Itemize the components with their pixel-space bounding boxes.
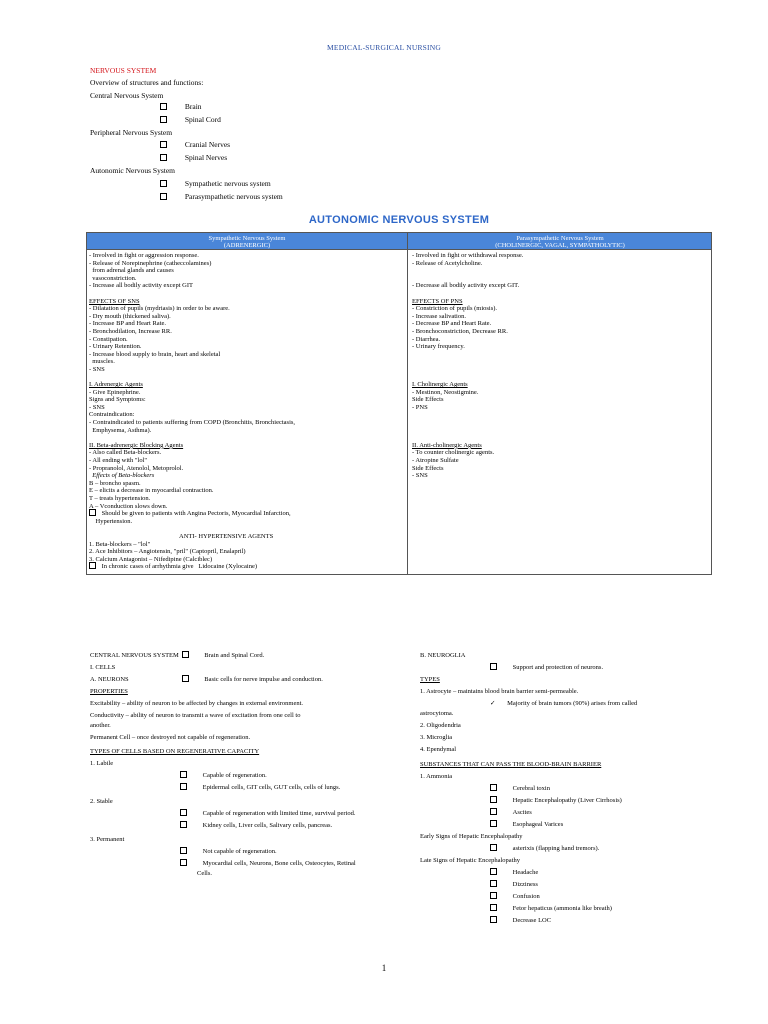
table-line — [89, 374, 405, 382]
table-line — [412, 290, 710, 298]
late-signs-heading: Late Signs of Hepatic Encephalopathy — [420, 857, 520, 864]
table-line: - Release of Norepinephrine (catheccolamines) — [89, 259, 212, 267]
checkbox-icon — [490, 784, 497, 791]
table-line — [412, 419, 710, 427]
table-line: - Contraindicated to patients suffering from COPD (Bronchitis, Bronchiectasis, — [89, 419, 296, 427]
group-item: Parasympathetic nervous system — [160, 192, 283, 202]
table-line: vasoconstriction. — [89, 274, 137, 282]
table-line — [412, 358, 710, 366]
checkbox-icon — [180, 771, 187, 778]
table-line: B – broncho spasm. — [89, 479, 141, 487]
table-line: - Also called Beta-blockers. — [89, 449, 162, 457]
table-line — [89, 290, 405, 298]
header-cell-sympathetic: Sympathetic Nervous System (ADRENERGIC) — [208, 235, 286, 249]
table-line — [412, 427, 710, 435]
checkbox-icon — [490, 796, 497, 803]
table-line — [412, 351, 710, 359]
table-line: - Increase blood supply to brain, heart and skeletal — [89, 350, 221, 358]
cns-left-column — [90, 652, 390, 880]
table-line: - To counter cholinergic agents. — [412, 449, 495, 457]
ans-table — [86, 232, 712, 575]
table-line: Contraindication: — [89, 411, 135, 419]
parasympathetic-column — [412, 252, 710, 480]
astrocyte-text: 1. Astrocyte – maintains blood brain barrier semi-permeable. — [420, 688, 579, 695]
table-line: E – elicits a decrease in myocardial contraction. — [89, 487, 214, 495]
checkbox-icon — [182, 651, 189, 658]
list-item: Dizziness — [420, 881, 720, 893]
table-line: - Increase all bodily activity except GIT — [89, 282, 193, 290]
check-icon: ✓ — [490, 700, 496, 707]
neurons-row: A. NEURONS Basic cells for nerve impulse and conduction. — [90, 676, 323, 683]
table-line: - SNS — [412, 472, 428, 480]
table-line: muscles. — [89, 358, 115, 366]
table-line: - Give Epinephrine. — [89, 388, 141, 396]
table-line: - Involved in fight or withdrawal response. — [412, 252, 524, 259]
list-item: Epidermal cells, GIT cells, GUT cells, cells of lungs. — [90, 784, 390, 798]
early-signs-heading: Early Signs of Hepatic Encephalopathy — [420, 833, 523, 840]
list-item: Headache — [420, 869, 720, 881]
checkbox-icon — [89, 562, 96, 569]
table-line: 3. Calcium Antagonist – Nifedipine (Calciblec) — [89, 555, 213, 563]
substances-heading: SUBSTANCES THAT CAN PASS THE BLOOD-BRAIN BARRIER — [420, 761, 602, 768]
checkbox-icon — [180, 809, 187, 816]
table-line: - Increase BP and Heart Rate. — [89, 320, 167, 328]
table-line: - Propranolol, Atenolol, Metoprolol. — [89, 464, 184, 472]
table-line: - Constipation. — [89, 335, 128, 343]
checkbox-icon — [490, 844, 497, 851]
table-line: from adrenal glands and causes — [89, 267, 174, 275]
table-line: T – treats hypertension. — [89, 495, 151, 502]
overview-text: Overview of structures and functions: — [90, 78, 204, 87]
group-label-pns: Peripheral Nervous System — [90, 128, 173, 137]
checkbox-icon — [490, 916, 497, 923]
list-item: Ascites — [420, 809, 720, 821]
table-line — [412, 434, 710, 442]
group-label-cns: Central Nervous System — [90, 91, 164, 100]
table-line: I. Adrenergic Agents — [89, 381, 143, 389]
table-line: 1. Beta-blockers – "lol" — [89, 540, 151, 548]
checkbox-icon — [490, 820, 497, 827]
checkbox-icon — [160, 116, 167, 123]
group-label-ans: Autonomic Nervous System — [90, 166, 175, 175]
table-line — [412, 411, 710, 419]
list-item: Capable of regeneration with limited time, survival period. — [90, 810, 390, 822]
table-line: - Dilatation of pupils (mydriasis) in order to be aware. — [89, 305, 230, 313]
table-line — [89, 525, 405, 533]
permanent-heading: 3. Permanent — [90, 836, 125, 843]
table-line: - Urinary Retention. — [89, 343, 142, 351]
table-line: Emphysema, Asthma). — [89, 426, 152, 434]
checkbox-icon — [180, 859, 187, 866]
conductivity-text: another. — [90, 722, 111, 729]
properties-heading: PROPERTIES — [90, 688, 128, 695]
table-line: - Diarrhea. — [412, 335, 441, 343]
list-item: Esophageal Varices — [420, 821, 720, 833]
list-item: Kidney cells, Liver cells, Salivary cells, pancreas. — [90, 822, 390, 836]
list-item: Not capable of regeneration. — [90, 848, 390, 860]
list-item-continued: Cells. — [197, 870, 212, 877]
checkbox-icon — [490, 892, 497, 899]
checkbox-icon — [160, 154, 167, 161]
checkbox-icon — [490, 808, 497, 815]
column-divider — [407, 233, 408, 574]
list-item: Fetor hepaticus (ammonia like breath) — [420, 905, 720, 917]
table-line: - Decrease BP and Heart Rate. — [412, 320, 492, 328]
table-line: In chronic cases of arrhythmia give Lidocaine (Xylocaine) — [89, 563, 405, 571]
table-line: A – Vconduction slows down. — [89, 502, 168, 510]
checkbox-icon — [490, 880, 497, 887]
table-line: - Involved in fight or aggression response. — [89, 252, 199, 259]
table-line: Side Effects — [412, 396, 444, 404]
table-line: 2. Ace Inhibitors – Angiotensin, "pril" (Captopril, Enalapril) — [89, 548, 246, 556]
list-item: Capable of regeneration. — [90, 772, 390, 784]
checkbox-icon — [180, 821, 187, 828]
checkbox-icon — [160, 141, 167, 148]
page-number: 1 — [381, 963, 387, 973]
table-line: I. Cholinergic Agents — [412, 381, 468, 389]
ependymal-text: 4. Ependymal — [420, 746, 457, 753]
neuroglia-heading: B. NEUROGLIA — [420, 652, 466, 659]
list-item: Confusion — [420, 893, 720, 905]
table-line: - SNS — [89, 365, 105, 373]
check-item: ✓ Majority of brain tumors (90%) arises from called — [490, 700, 638, 707]
table-line — [412, 374, 710, 382]
checkbox-icon — [490, 868, 497, 875]
table-line: Effects of Beta-blockers — [89, 472, 155, 480]
checkbox-icon — [180, 783, 187, 790]
table-line: - SNS — [89, 403, 105, 411]
checkbox-icon — [490, 904, 497, 911]
cells-heading: I. CELLS — [90, 664, 116, 671]
table-line: - Dry mouth (thickened saliva). — [89, 312, 171, 320]
table-line — [412, 366, 710, 374]
sympathetic-column — [89, 252, 405, 571]
section-title: NERVOUS SYSTEM — [90, 66, 157, 75]
checkbox-icon — [89, 509, 96, 516]
list-item: Support and protection of neurons. — [420, 664, 720, 676]
ans-table-header — [87, 233, 711, 250]
cns-title-row: CENTRAL NERVOUS SYSTEM Brain and Spinal Cord. — [90, 652, 265, 659]
table-line: II. Beta-adrenergic Blocking Agents — [89, 441, 184, 449]
document-header: MEDICAL-SURGICAL NURSING — [327, 43, 441, 52]
labile-heading: 1. Labile — [90, 760, 114, 767]
table-line: - Mestinon, Neostigmine. — [412, 388, 479, 396]
table-line: ANTI- HYPERTENSIVE AGENTS — [179, 532, 274, 540]
group-item: Brain — [160, 102, 202, 112]
table-line: - Atropine Sulfate — [412, 457, 459, 465]
oligo-text: 2. Oligodendria — [420, 722, 461, 729]
ammonia-heading: 1. Ammonia — [420, 773, 453, 780]
table-line: - PNS — [412, 403, 428, 411]
table-line — [412, 275, 710, 283]
group-item: Spinal Cord — [160, 115, 221, 125]
microglia-text: 3. Microglia — [420, 734, 453, 741]
types-heading: TYPES — [420, 676, 440, 683]
list-item: Myocardial cells, Neurons, Bone cells, Osteocytes, Retinal — [90, 860, 390, 870]
list-item: Cerebral toxin — [420, 785, 720, 797]
table-line: - Decrease all bodily activity except GIT. — [412, 282, 520, 290]
check-item-continued: astrocytoma. — [420, 710, 454, 717]
checkbox-icon — [160, 193, 167, 200]
cns-right-column — [420, 652, 720, 929]
header-cell-parasympathetic: Parasympathetic Nervous System (CHOLINERGIC, VAGAL, SYMPATHOLYTIC) — [495, 235, 625, 249]
conductivity-text: Conductivity – ability of neuron to transmit a wave of excitation from one cell to — [90, 712, 301, 719]
permanent-text: Permanent Cell – once destroyed not capable of regeneration. — [90, 734, 251, 741]
table-line — [89, 434, 405, 442]
table-line — [412, 267, 710, 275]
table-line: - Bronchodilation, Increase RR. — [89, 327, 172, 335]
table-line: - Constriction of pupils (miosis). — [412, 305, 498, 313]
table-line: - Bronchoconstriction, Decrease RR. — [412, 327, 508, 335]
list-item: Hepatic Encephalopathy (Liver Cirrhosis) — [420, 797, 720, 809]
table-line: EFFECTS OF PNS — [412, 297, 463, 305]
checkbox-icon — [490, 663, 497, 670]
group-item: Cranial Nerves — [160, 140, 230, 150]
list-item: asterixis (flapping hand tremors). — [420, 845, 720, 857]
excitability-text: Excitability – ability of neuron to be affected by changes in external environment. — [90, 700, 304, 707]
table-line: - All ending with "lol" — [89, 457, 148, 465]
table-line: Hypertension. — [89, 517, 133, 525]
checkbox-icon — [160, 180, 167, 187]
group-item: Spinal Nerves — [160, 153, 227, 163]
list-item: Decrease LOC — [420, 917, 720, 929]
table-line: II. Anti-cholinergic Agents — [412, 441, 482, 449]
group-item: Sympathetic nervous system — [160, 179, 271, 189]
table-line: Side Effects — [412, 464, 444, 472]
table-line: - Increase salivation. — [412, 312, 466, 320]
table-line: Signs and Symptoms: — [89, 396, 146, 404]
table-line: - Urinary frequency. — [412, 343, 465, 351]
checkbox-icon — [182, 675, 189, 682]
ans-title: AUTONOMIC NERVOUS SYSTEM — [308, 214, 490, 226]
table-line: EFFECTS OF SNS — [89, 297, 140, 305]
stable-heading: 2. Stable — [90, 798, 113, 805]
checkbox-icon — [180, 847, 187, 854]
checkbox-icon — [160, 103, 167, 110]
table-line: - Release of Acetylcholine. — [412, 259, 483, 267]
table-line: Should be given to patients with Angina Pectoris, Myocardial Infarction, — [89, 510, 405, 518]
types-heading: TYPES OF CELLS BASED ON REGENERATIVE CAPACITY — [90, 748, 260, 755]
